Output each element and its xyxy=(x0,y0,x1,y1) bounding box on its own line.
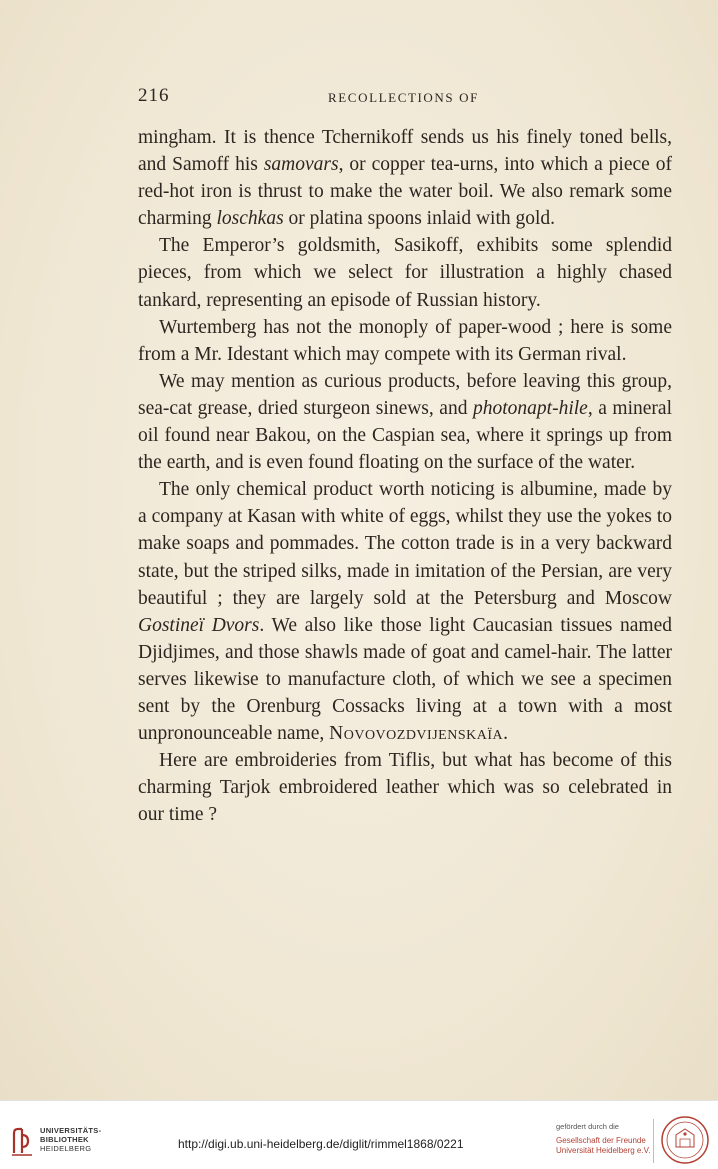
text-run: , a mineral oil found near Bakou, on the Caspian sea, where it springs up from the earth, and is even found floating on the surface of the water. xyxy=(138,397,672,474)
text-run: We may mention as curious products, before leaving this group, sea-cat grease, dried sturgeon sinews, and xyxy=(138,370,672,419)
footer-divider xyxy=(653,1119,654,1163)
paragraph xyxy=(138,476,672,747)
university-seal-icon xyxy=(660,1115,710,1165)
paragraph xyxy=(138,368,672,476)
italic-term: photonapt-hile xyxy=(473,397,588,419)
text-run: Wurtemberg has not the monoply of paper-wood ; here is some from a Mr. Idestant which may compete with its German rival. xyxy=(138,316,672,365)
italic-term: Gostineï Dvors xyxy=(138,614,260,636)
italic-term: loschkas xyxy=(216,208,284,230)
library-name: UNIVERSITÄTS- BIBLIOTHEK HEIDELBERG xyxy=(40,1126,102,1153)
text-run: . xyxy=(503,723,508,745)
paragraph xyxy=(138,747,672,828)
paragraph xyxy=(138,314,672,368)
source-url-link[interactable]: http://digi.ub.uni-heidelberg.de/diglit/rimmel1868/0221 xyxy=(178,1137,464,1151)
library-logo-icon xyxy=(10,1125,34,1157)
text-run: . We also like those light Caucasian tissues named Djidjimes, and those shawls made of goat and camel-hair. The latter serves likewise to manufacture cloth, of which we see a specimen sent by the Orenburg Cossacks living at a town with a most unpronounceable name, xyxy=(138,614,672,745)
running-title: RECOLLECTIONS OF xyxy=(328,90,479,105)
text-run: The Emperor’s goldsmith, Sasikoff, exhibits some splendid pieces, from which we select for illustration a highly chased tankard, representing an episode of Russian history. xyxy=(138,235,672,311)
small-caps-term: Novovozdvijenskaïa xyxy=(329,723,504,745)
digitization-footer xyxy=(0,1100,718,1169)
text-run: , or copper tea-urns, into which a piece of red-hot iron is thrust to make the water boil. We also remark some charming xyxy=(138,154,673,230)
italic-term: samovars xyxy=(263,154,339,176)
body-text xyxy=(138,124,672,828)
page-number: 216 xyxy=(138,85,170,106)
sponsor-label: gefördert durch die xyxy=(556,1122,619,1131)
running-head xyxy=(138,87,673,111)
text-run: The only chemical product worth noticing is albumine, made by a company at Kasan with white of eggs, whilst they use the yokes to make soaps and pommades. The cotton trade is in a very backward state, but the striped silks, made in imitation of the Persian, are very beautiful ; they are largely sold at the Petersburg and Moscow xyxy=(138,479,672,609)
text-run: Here are embroideries from Tiflis, but what has become of this charming Tarjok embroidered leather which was so celebrated in our time ? xyxy=(138,750,672,826)
paragraph xyxy=(138,232,672,313)
text-run: or platina spoons inlaid with gold. xyxy=(283,208,556,230)
text-run: mingham. It is thence Tchernikoff sends us his finely toned bells, and Samoff his xyxy=(138,127,672,176)
paragraph xyxy=(138,124,672,232)
sponsor-name: Gesellschaft der Freunde Universität Heidelberg e.V. xyxy=(556,1136,651,1155)
